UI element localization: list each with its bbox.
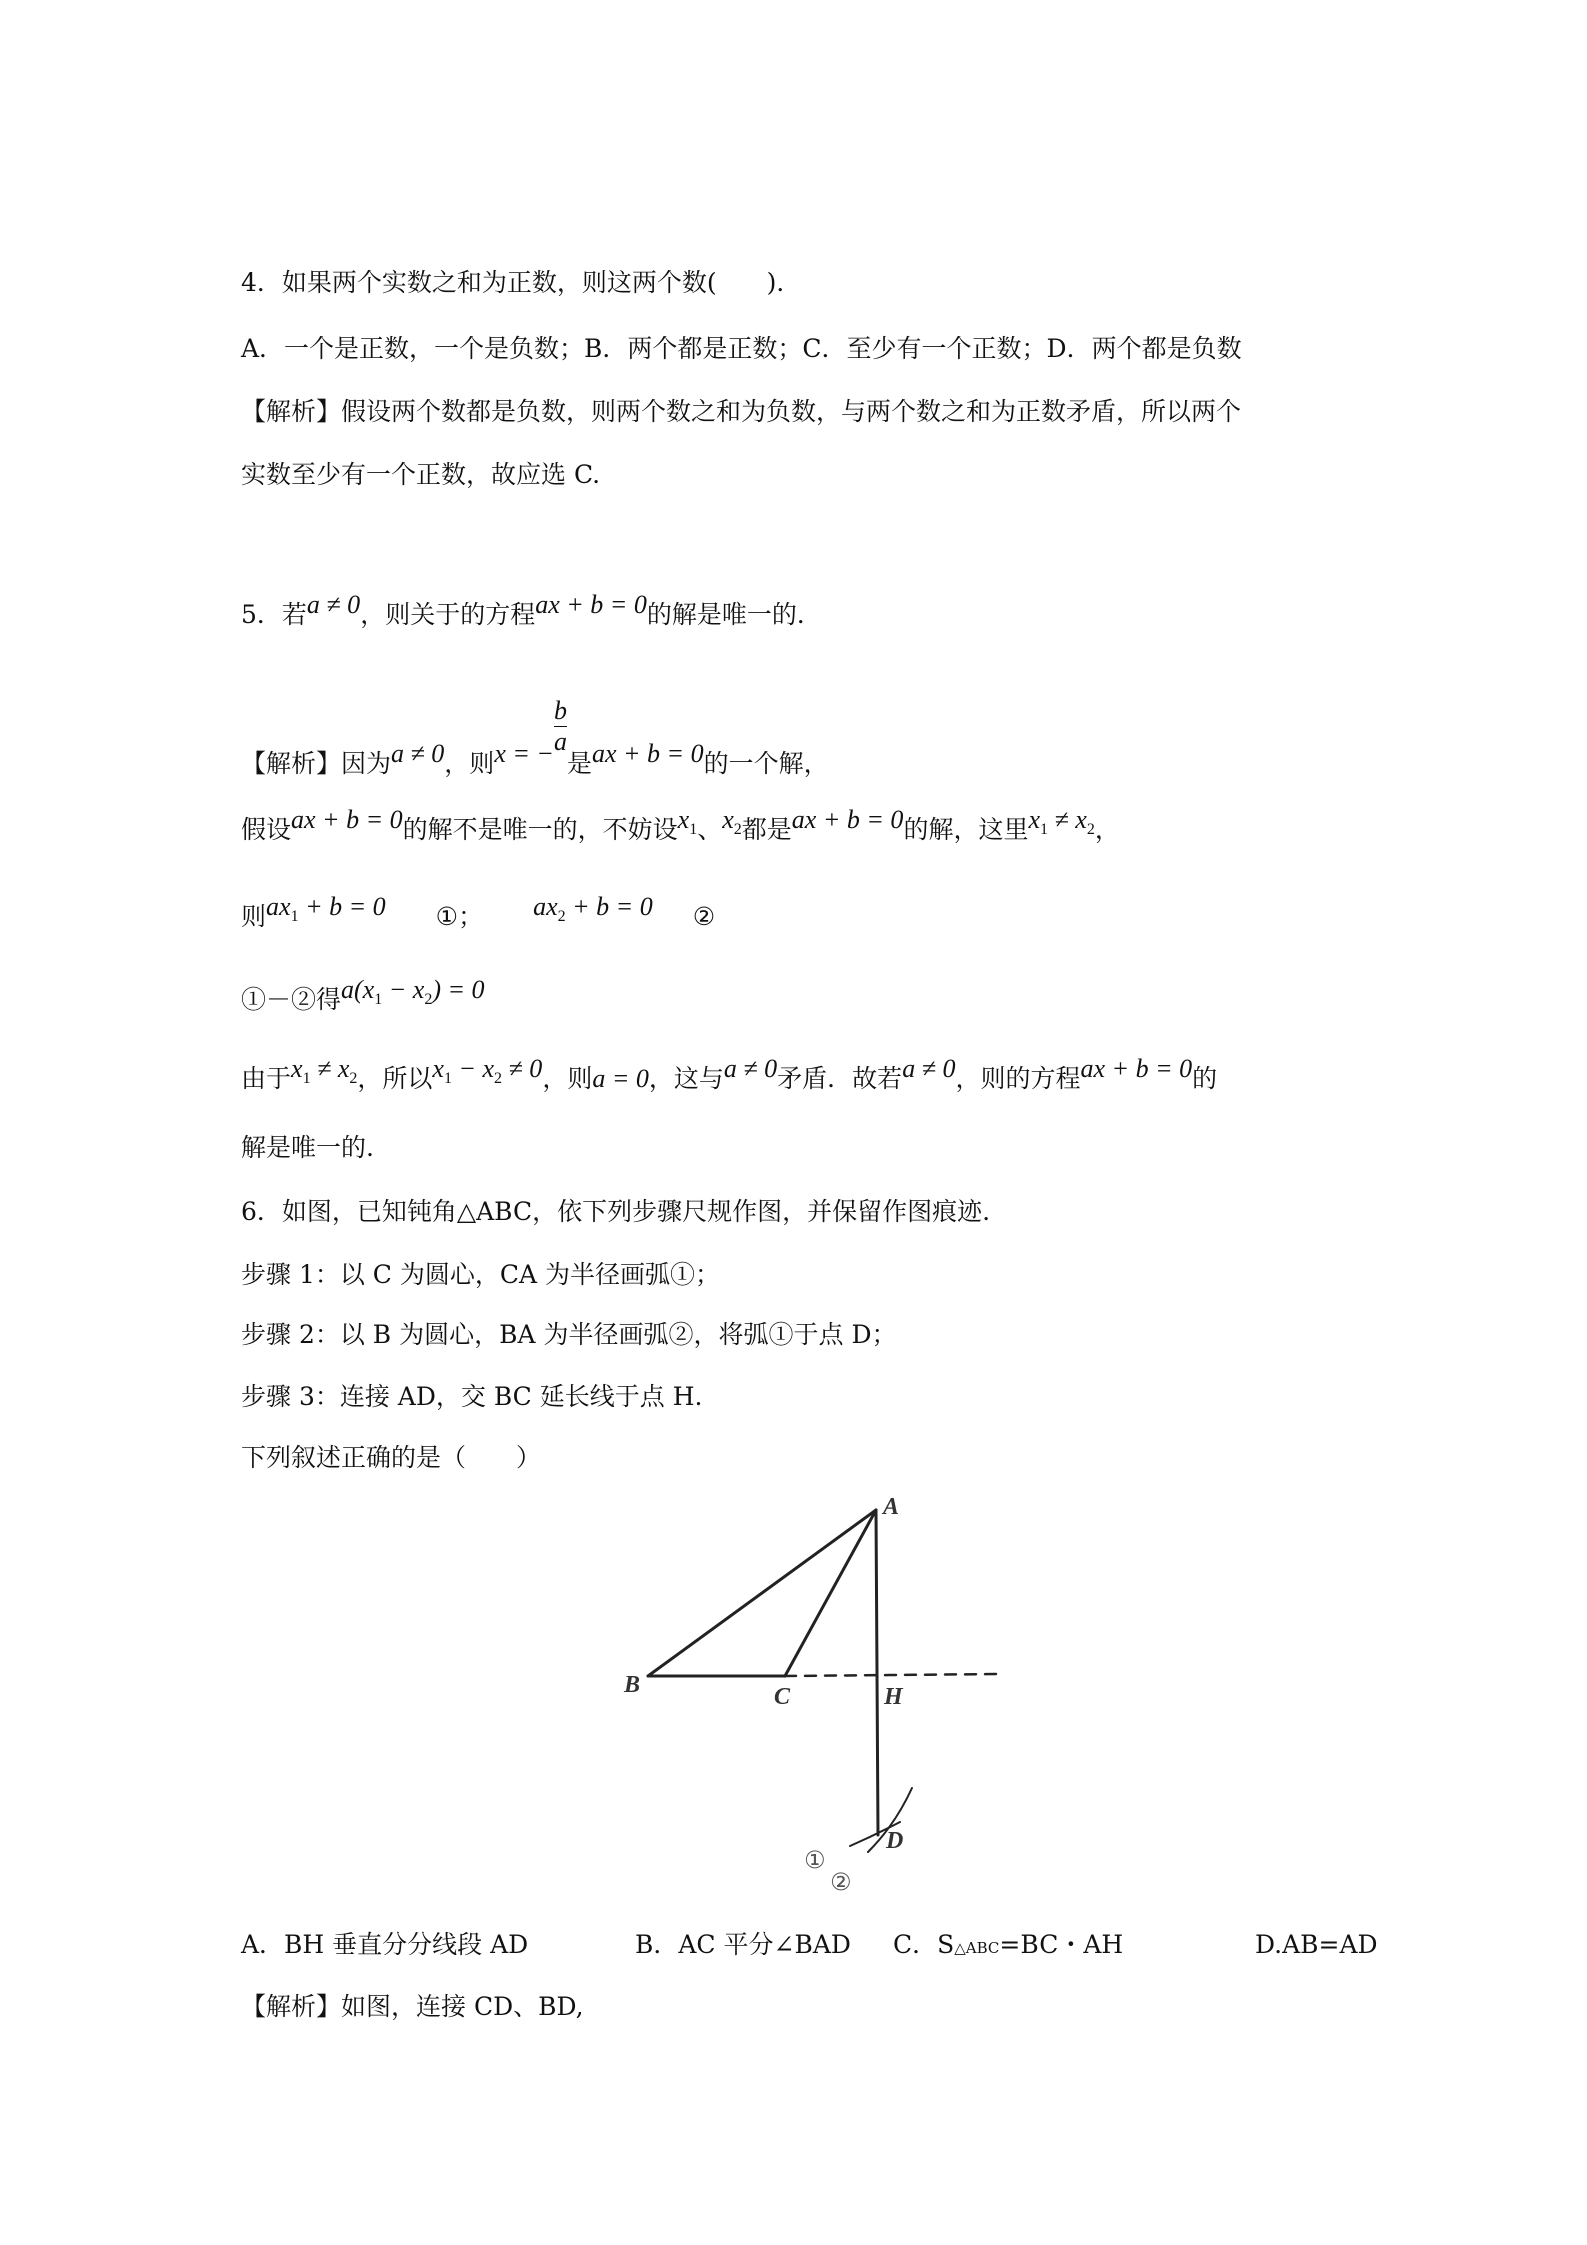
q4-stem: 4．如果两个实数之和为正数，则这两个数( )． bbox=[241, 268, 802, 297]
q6-option-a: A．BH 垂直分分线段 AD bbox=[241, 1930, 529, 1959]
math-equation: ax + b = 0 bbox=[591, 739, 704, 768]
math-equation-2: $ax_2 + b = 0$ bbox=[533, 892, 653, 926]
math-x-equals: x = − bbox=[494, 739, 554, 768]
math-diff-neq-zero: $x_1 - x_2 \ne 0$ bbox=[432, 1054, 543, 1088]
bc-extension-dashed bbox=[785, 1674, 1000, 1676]
math-equation: ax + b = 0 bbox=[1080, 1054, 1193, 1083]
math-equation: ax + b = 0 bbox=[791, 805, 904, 834]
segment-ba bbox=[648, 1510, 876, 1676]
q5-stem: 5．若a ≠ 0，则关于的方程ax + b = 0的解是唯一的． bbox=[241, 590, 822, 629]
label-d: D bbox=[886, 1828, 904, 1854]
q5-analysis-line2: 假设ax + b = 0的解不是唯一的，不妨设$x_1$、$x_2$都是ax + b = 0的解，这里$x_1 \ne x_2$， bbox=[241, 805, 1120, 844]
label-a: A bbox=[883, 1494, 900, 1520]
q4-analysis-line2: 实数至少有一个正数，故应选 C. bbox=[241, 460, 601, 489]
q5-analysis-line1: 【解析】因为a ≠ 0，则x = − $\frac{b}{a}$ 是ax + b = 0的一个解， bbox=[241, 696, 829, 778]
label-h: H bbox=[884, 1684, 903, 1710]
q4-analysis-line1: 【解析】假设两个数都是负数，则两个数之和为负数，与两个数之和为正数矛盾，所以两个 bbox=[241, 397, 1242, 426]
math-x2: $x_2$ bbox=[722, 805, 742, 839]
q6-analysis: 【解析】如图，连接 CD、BD, bbox=[241, 1992, 584, 2021]
math-x1: $x_1$ bbox=[677, 805, 698, 839]
q5-analysis-line5: 由于$x_1 \ne x_2$，所以$x_1 - x_2 \ne 0$，则a = 0，这与a ≠ 0矛盾．故若a ≠ 0，则的方程ax + b = 0的 bbox=[241, 1054, 1218, 1093]
q5-analysis-line6: 解是唯一的. bbox=[241, 1133, 374, 1162]
math-x1-neq-x2: $x_1 \ne x_2$ bbox=[1028, 805, 1095, 839]
q5-analysis-line4: ①－②得$a(x_1 - x_2) = 0$ bbox=[241, 975, 485, 1014]
math-equation-1: $ax_1 + b = 0$ bbox=[266, 892, 386, 926]
segment-ca bbox=[785, 1510, 876, 1676]
q6-ask: 下列叙述正确的是（ ） bbox=[241, 1443, 542, 1472]
q6-step2: 步骤 2：以 B 为圆心，BA 为半径画弧②，将弧①于点 D； bbox=[241, 1320, 897, 1349]
arc-2-label: ② bbox=[830, 1868, 852, 1896]
math-cond: a ≠ 0 bbox=[902, 1054, 956, 1083]
q4-options: A．一个是正数，一个是负数；B．两个都是正数；C．至少有一个正数；D．两个都是负数 bbox=[241, 334, 1242, 363]
math-cond: a ≠ 0 bbox=[306, 590, 361, 619]
label-c: C bbox=[774, 1684, 791, 1710]
q6-option-b: B．AC 平分∠BAD bbox=[635, 1930, 851, 1959]
math-a-zero: a = 0 bbox=[592, 1064, 649, 1093]
q6-step3: 步骤 3：连接 AD，交 BC 延长线于点 H. bbox=[241, 1382, 703, 1411]
triangle-construction-figure bbox=[600, 1490, 1020, 1910]
math-difference: $a(x_1 - x_2) = 0$ bbox=[341, 975, 485, 1009]
math-x1-neq-x2: $x_1 \ne x_2$ bbox=[291, 1054, 358, 1088]
q6-option-d: D.AB=AD bbox=[1255, 1930, 1378, 1959]
math-cond: a ≠ 0 bbox=[723, 1054, 778, 1083]
label-b: B bbox=[624, 1672, 641, 1698]
math-equation: ax + b = 0 bbox=[291, 805, 403, 834]
math-cond: a ≠ 0 bbox=[391, 739, 445, 768]
q6-stem: 6．如图，已知钝角△ABC，依下列步骤尺规作图，并保留作图痕迹. bbox=[241, 1197, 991, 1226]
q6-option-c: C．S△ABC=BC・AH bbox=[893, 1930, 1124, 1959]
math-fraction: $\frac{b}{a}$ bbox=[553, 696, 567, 756]
arc-1-label: ① bbox=[804, 1846, 826, 1874]
math-equation: ax + b = 0 bbox=[535, 590, 647, 619]
segment-ad bbox=[876, 1510, 878, 1835]
q6-step1: 步骤 1：以 C 为圆心，CA 为半径画弧①； bbox=[241, 1260, 721, 1289]
q5-analysis-line3: 则$ax_1 + b = 0$ ①； $ax_2 + b = 0$ ② bbox=[241, 892, 716, 931]
